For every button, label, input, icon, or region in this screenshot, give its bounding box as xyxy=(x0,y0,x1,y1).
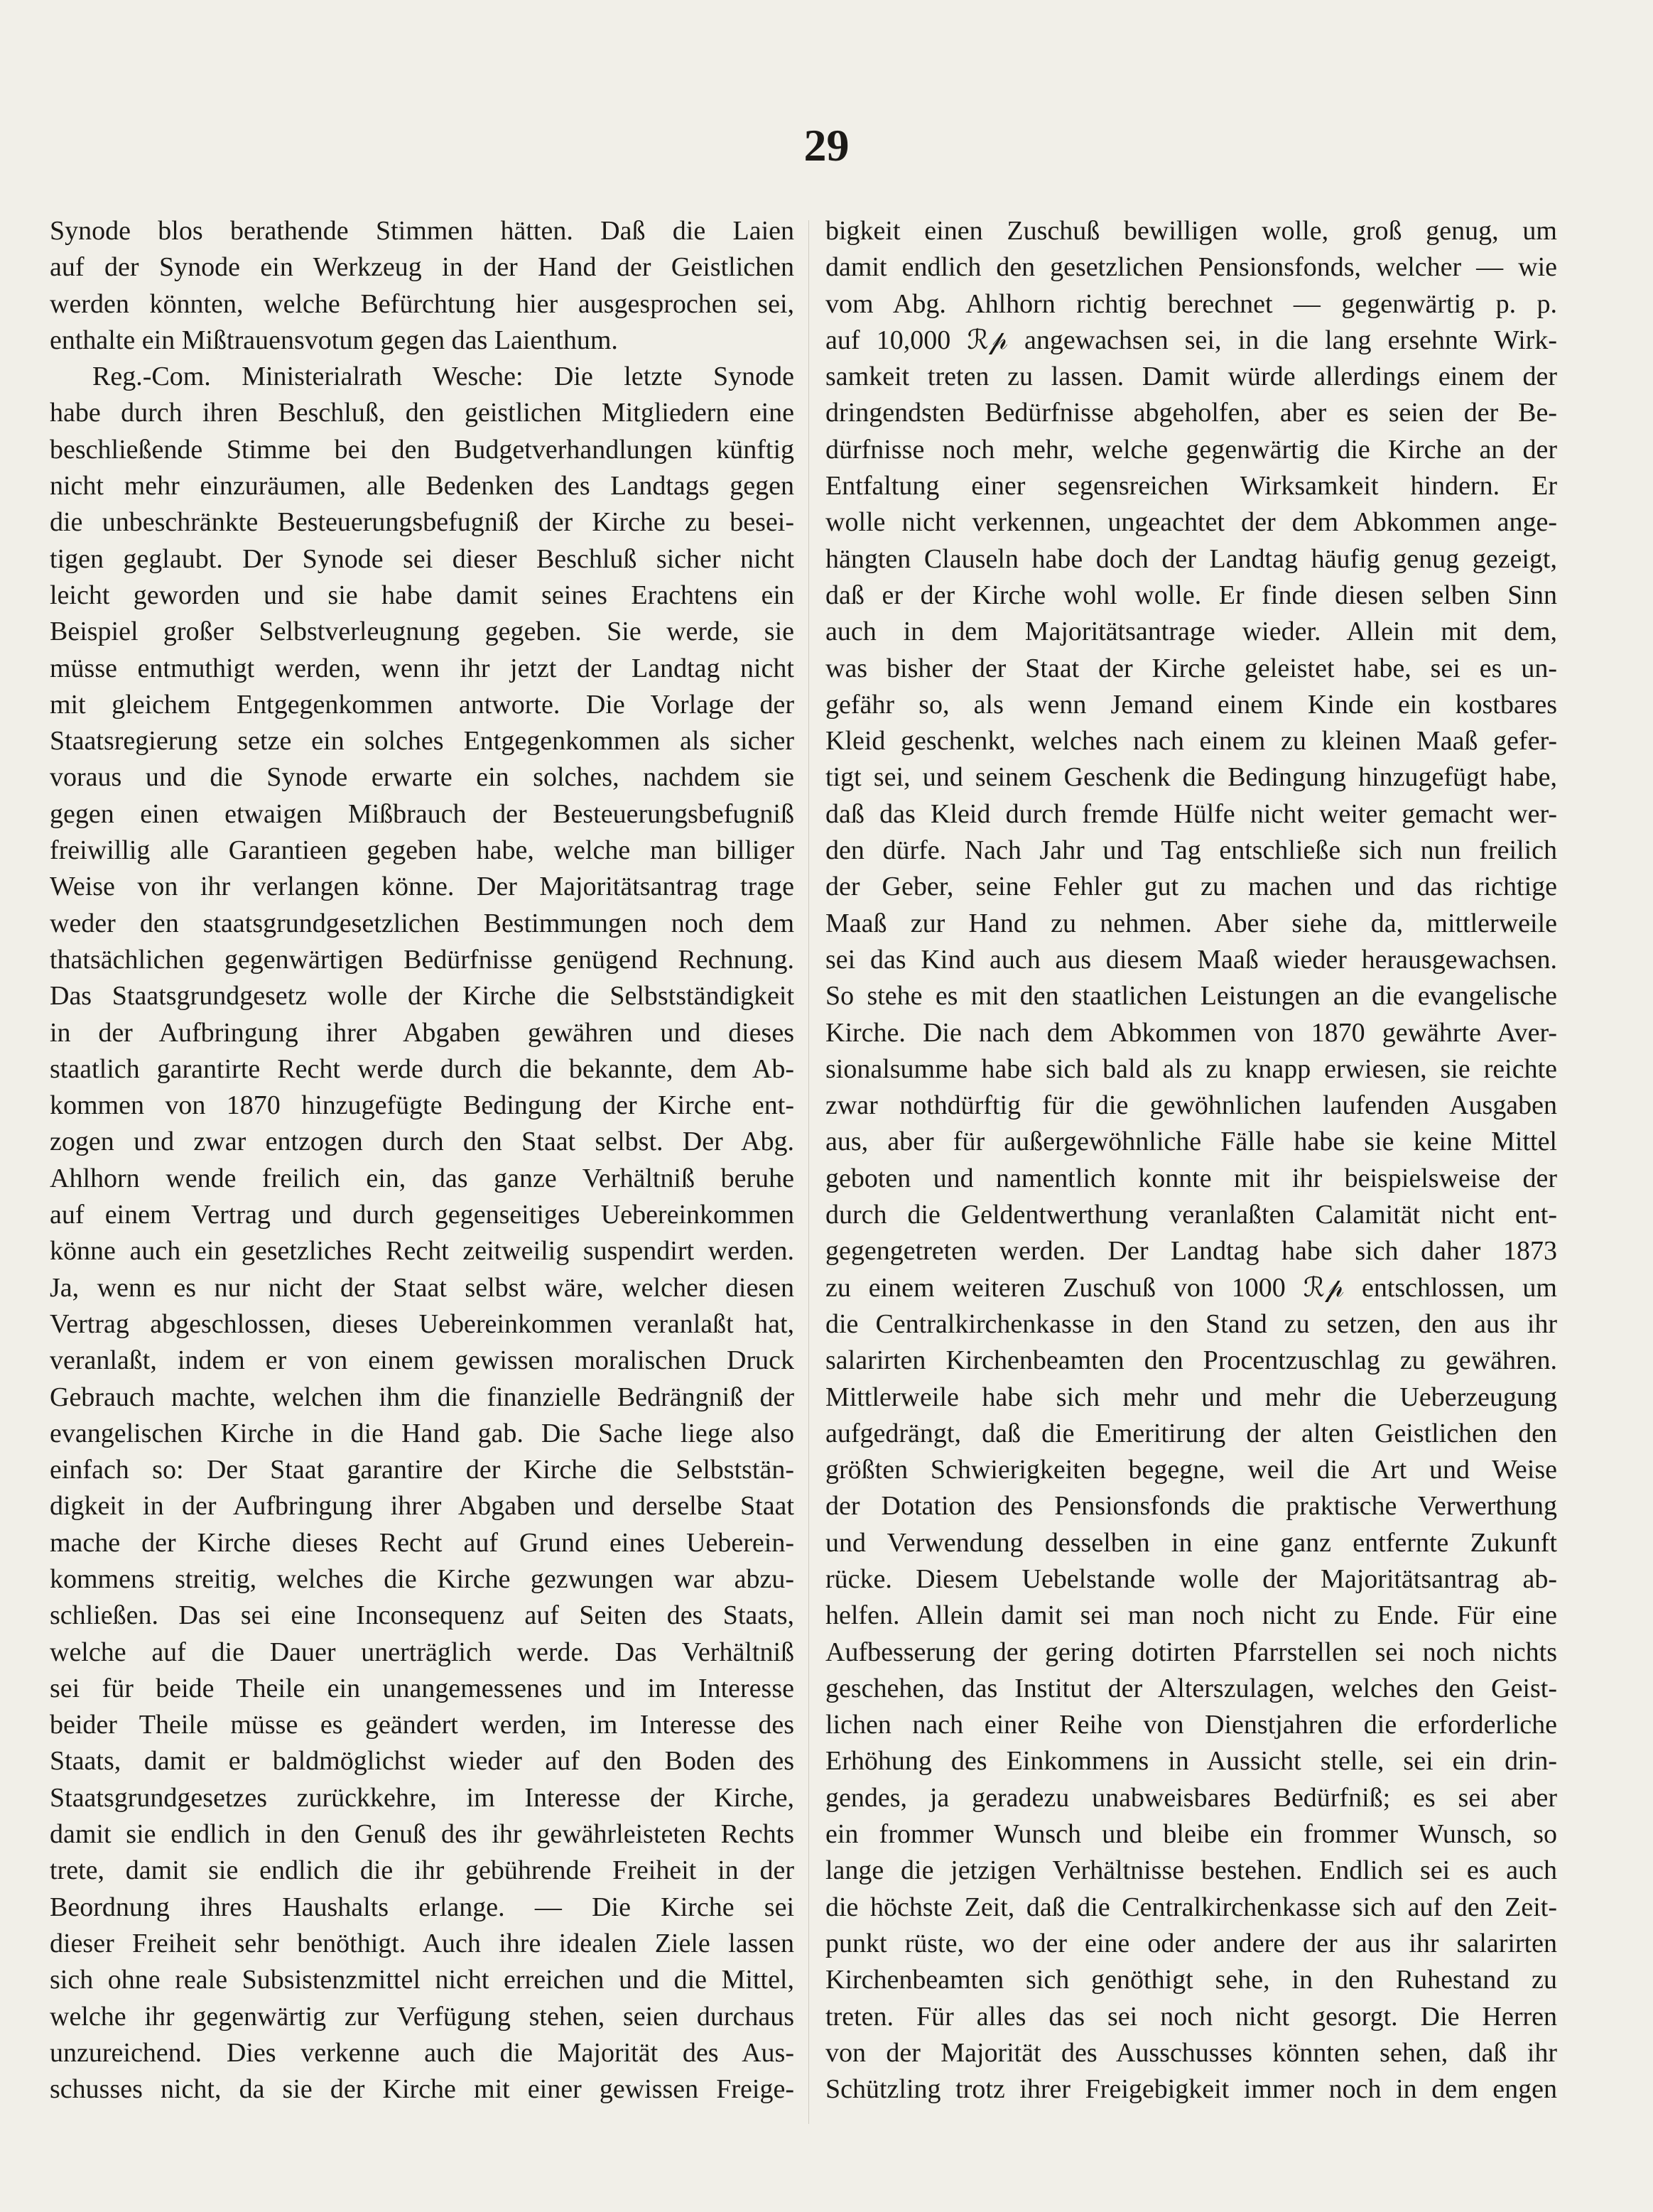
text-line: Schützling trotz ihrer Freigebigkeit immer noch in dem engen xyxy=(825,2074,1557,2105)
text-line: müsse entmuthigt werden, wenn ihr jetzt der Landtag nicht xyxy=(50,653,794,683)
text-line: von der Majorität des Ausschusses könnten sehen, daß ihr xyxy=(825,2037,1557,2068)
text-line: staatlich garantirte Recht werde durch die bekannte, dem Ab- xyxy=(50,1053,794,1084)
text-line: damit sie endlich in den Genuß des ihr gewährleisteten Rechts xyxy=(50,1819,794,1850)
text-line: dürfnisse noch mehr, welche gegenwärtig die Kirche an der xyxy=(825,434,1557,465)
text-line: trete, damit sie endlich die ihr gebührende Freiheit in der xyxy=(50,1855,794,1886)
text-line: kommen von 1870 hinzugefügte Bedingung der Kirche ent- xyxy=(50,1090,794,1121)
text-line: habe durch ihren Beschluß, den geistlichen Mitgliedern eine xyxy=(50,398,794,428)
text-line: Kirchenbeamten sich genöthigt sehe, in den Ruhestand zu xyxy=(825,1965,1557,1995)
text-line: Aufbesserung der gering dotirten Pfarrstellen sei noch nichts xyxy=(825,1637,1557,1667)
text-line: dieser Freiheit sehr benöthigt. Auch ihre idealen Ziele lassen xyxy=(50,1928,794,1958)
text-line: Staatsregierung setze ein solches Entgegenkommen als sicher xyxy=(50,726,794,757)
text-line: aufgedrängt, daß die Emeritirung der alten Geistlichen den xyxy=(825,1418,1557,1448)
text-line: könne auch ein gesetzliches Recht zeitweilig suspendirt werden. xyxy=(50,1236,794,1267)
text-line: die unbeschränkte Besteuerungsbefugniß der Kirche zu besei- xyxy=(50,507,794,538)
text-line: geschehen, das Institut der Alterszulagen, welches den Geist- xyxy=(825,1673,1557,1703)
text-line: mache der Kirche dieses Recht auf Grund eines Ueberein- xyxy=(50,1527,794,1558)
text-line: treten. Für alles das sei noch nicht gesorgt. Die Herren xyxy=(825,2001,1557,2032)
text-line: zwar nothdürftig für die gewöhnlichen laufenden Ausgaben xyxy=(825,1090,1557,1121)
text-line: tigt sei, und seinem Geschenk die Bedingung hinzugefügt habe, xyxy=(825,762,1557,793)
text-line: Synode blos berathende Stimmen hätten. Daß die Laien xyxy=(50,216,794,246)
text-line: Reg.-Com. Ministerialrath Wesche: Die letzte Synode xyxy=(92,362,794,392)
text-line: der Dotation des Pensionsfonds die praktische Verwerthung xyxy=(825,1491,1557,1522)
text-line: größten Schwierigkeiten begegne, weil die Art und Weise xyxy=(825,1455,1557,1485)
text-line: mit gleichem Entgegenkommen antworte. Die Vorlage der xyxy=(50,689,794,720)
text-line: sei für beide Theile ein unangemessenes und im Interesse xyxy=(50,1673,794,1703)
text-line: tigen geglaubt. Der Synode sei dieser Beschluß sicher nicht xyxy=(50,543,794,574)
text-line: was bisher der Staat der Kirche geleistet habe, sei es un- xyxy=(825,653,1557,683)
text-line: die Centralkirchenkasse in den Stand zu setzen, den aus ihr xyxy=(825,1308,1557,1339)
text-line: damit endlich den gesetzlichen Pensionsfonds, welcher — wie xyxy=(825,252,1557,283)
text-line: aus, aber für außergewöhnliche Fälle habe sie keine Mittel xyxy=(825,1127,1557,1157)
text-line: kommens streitig, welches die Kirche gezwungen war abzu- xyxy=(50,1563,794,1594)
text-line: hängten Clauseln habe doch der Landtag häufig genug gezeigt, xyxy=(825,543,1557,574)
text-line: wolle nicht verkennen, ungeachtet der dem Abkommen ange- xyxy=(825,507,1557,538)
text-line: gendes, ja geradezu unabweisbares Bedürfniß; es sei aber xyxy=(825,1782,1557,1813)
text-line: den dürfe. Nach Jahr und Tag entschließe sich nun freilich xyxy=(825,835,1557,866)
text-line: Maaß zur Hand zu nehmen. Aber siehe da, mittlerweile xyxy=(825,908,1557,938)
text-line: leicht geworden und sie habe damit seines Erachtens ein xyxy=(50,580,794,610)
text-line: welche ihr gegenwärtig zur Verfügung stehen, seien durchaus xyxy=(50,2001,794,2032)
text-line: enthalte ein Mißtrauensvotum gegen das Laienthum. xyxy=(50,325,618,355)
text-line: nicht mehr einzuräumen, alle Bedenken des Landtags gegen xyxy=(50,471,794,502)
text-line: werden könnten, welche Befürchtung hier ausgesprochen sei, xyxy=(50,288,794,319)
text-line: sionalsumme habe sich bald als zu knapp erwiesen, sie reichte xyxy=(825,1053,1557,1084)
text-line: So stehe es mit den staatlichen Leistungen an die evangelische xyxy=(825,981,1557,1012)
text-line: zogen und zwar entzogen durch den Staat selbst. Der Abg. xyxy=(50,1127,794,1157)
text-line: unzureichend. Dies verkenne auch die Majorität des Aus- xyxy=(50,2037,794,2068)
text-line: durch die Geldentwerthung veranlaßten Calamität nicht ent- xyxy=(825,1200,1557,1230)
text-line: sich ohne reale Subsistenzmittel nicht erreichen und die Mittel, xyxy=(50,1965,794,1995)
page-number: 29 xyxy=(803,120,850,170)
text-line: Ja, wenn es nur nicht der Staat selbst wäre, welcher diesen xyxy=(50,1272,794,1303)
text-line: voraus und die Synode erwarte ein solches, nachdem sie xyxy=(50,762,794,793)
text-line: auf 10,000 ℛ𝓅 angewachsen sei, in die lang ersehnte Wirk- xyxy=(825,325,1557,355)
text-line: Beordnung ihres Haushalts erlange. — Die Kirche sei xyxy=(50,1892,794,1922)
text-line: auch in dem Majoritätsantrage wieder. Allein mit dem, xyxy=(825,617,1557,647)
text-line: rücke. Diesem Uebelstande wolle der Majoritätsantrag ab- xyxy=(825,1563,1557,1594)
text-line: daß er der Kirche wohl wolle. Er finde diesen selben Sinn xyxy=(825,580,1557,610)
text-line: gegengetreten werden. Der Landtag habe sich daher 1873 xyxy=(825,1236,1557,1267)
text-line: gefähr so, als wenn Jemand einem Kinde ein kostbares xyxy=(825,689,1557,720)
text-line: beider Theile müsse es geändert werden, im Interesse des xyxy=(50,1710,794,1740)
text-line: Beispiel großer Selbstverleugnung gegeben. Sie werde, sie xyxy=(50,617,794,647)
text-line: thatsächlichen gegenwärtigen Bedürfnisse genügend Rechnung. xyxy=(50,944,794,975)
text-line: punkt rüste, wo der eine oder andere der aus ihr salarirten xyxy=(825,1928,1557,1958)
text-line: salarirten Kirchenbeamten den Procentzuschlag zu gewähren. xyxy=(825,1345,1557,1376)
text-line: die höchste Zeit, daß die Centralkirchenkasse sich auf den Zeit- xyxy=(825,1892,1557,1922)
left-text-column xyxy=(50,213,794,2108)
text-line: daß das Kleid durch fremde Hülfe nicht weiter gemacht wer- xyxy=(825,798,1557,829)
text-line: Mittlerweile habe sich mehr und mehr die Ueberzeugung xyxy=(825,1382,1557,1412)
text-line: und Verwendung desselben in eine ganz entfernte Zukunft xyxy=(825,1527,1557,1558)
text-line: weder den staatsgrundgesetzlichen Bestimmungen noch dem xyxy=(50,908,794,938)
text-line: Kirche. Die nach dem Abkommen von 1870 gewährte Aver- xyxy=(825,1017,1557,1048)
text-line: Vertrag abgeschlossen, dieses Uebereinkommen veranlaßt hat, xyxy=(50,1308,794,1339)
text-line: ein frommer Wunsch und bleibe ein frommer Wunsch, so xyxy=(825,1819,1557,1850)
text-line: Gebrauch machte, welchen ihm die finanzielle Bedrängniß der xyxy=(50,1382,794,1412)
text-line: lichen nach einer Reihe von Dienstjahren die erforderliche xyxy=(825,1710,1557,1740)
text-line: in der Aufbringung ihrer Abgaben gewähren und dieses xyxy=(50,1017,794,1048)
text-line: bigkeit einen Zuschuß bewilligen wolle, groß genug, um xyxy=(825,216,1557,246)
text-line: schusses nicht, da sie der Kirche mit einer gewissen Freige- xyxy=(50,2074,794,2105)
text-line: Ahlhorn wende freilich ein, das ganze Verhältniß beruhe xyxy=(50,1163,794,1193)
text-line: der Geber, seine Fehler gut zu machen und das richtige xyxy=(825,872,1557,902)
text-line: auf einem Vertrag und durch gegenseitiges Uebereinkommen xyxy=(50,1200,794,1230)
text-line: dringendsten Bedürfnisse abgeholfen, aber es seien der Be- xyxy=(825,398,1557,428)
text-line: auf der Synode ein Werkzeug in der Hand der Geistlichen xyxy=(50,252,794,283)
text-line: beschließende Stimme bei den Budgetverhandlungen künftig xyxy=(50,434,794,465)
right-text-column xyxy=(825,213,1557,2108)
text-line: Weise von ihr verlangen könne. Der Majoritätsantrag trage xyxy=(50,872,794,902)
text-line: schließen. Das sei eine Inconsequenz auf Seiten des Staats, xyxy=(50,1600,794,1631)
text-line: vom Abg. Ahlhorn richtig berechnet — gegenwärtig p. p. xyxy=(825,288,1557,319)
text-line: Erhöhung des Einkommens in Aussicht stelle, sei ein drin- xyxy=(825,1746,1557,1777)
text-line: evangelischen Kirche in die Hand gab. Die Sache liege also xyxy=(50,1418,794,1448)
text-line: helfen. Allein damit sei man noch nicht zu Ende. Für eine xyxy=(825,1600,1557,1631)
text-line: lange die jetzigen Verhältnisse bestehen. Endlich sei es auch xyxy=(825,1855,1557,1886)
text-line: veranlaßt, indem er von einem gewissen moralischen Druck xyxy=(50,1345,794,1376)
text-line: geboten und namentlich konnte mit ihr beispielsweise der xyxy=(825,1163,1557,1193)
text-line: Entfaltung einer segensreichen Wirksamkeit hindern. Er xyxy=(825,471,1557,502)
text-line: Staatsgrundgesetzes zurückkehre, im Interesse der Kirche, xyxy=(50,1782,794,1813)
text-line: Staats, damit er baldmöglichst wieder auf den Boden des xyxy=(50,1746,794,1777)
text-line: gegen einen etwaigen Mißbrauch der Besteuerungsbefugniß xyxy=(50,798,794,829)
text-line: sei das Kind auch aus diesem Maaß wieder herausgewachsen. xyxy=(825,944,1557,975)
text-line: freiwillig alle Garantieen gegeben habe, welche man billiger xyxy=(50,835,794,866)
text-line: einfach so: Der Staat garantire der Kirche die Selbststän- xyxy=(50,1455,794,1485)
text-line: samkeit treten zu lassen. Damit würde allerdings einem der xyxy=(825,362,1557,392)
text-line: Kleid geschenkt, welches nach einem zu kleinen Maaß gefer- xyxy=(825,726,1557,757)
text-line: digkeit in der Aufbringung ihrer Abgaben und derselbe Staat xyxy=(50,1491,794,1522)
text-line: Das Staatsgrundgesetz wolle der Kirche die Selbstständigkeit xyxy=(50,981,794,1012)
text-line: zu einem weiteren Zuschuß von 1000 ℛ𝓅 entschlossen, um xyxy=(825,1272,1557,1303)
text-line: welche auf die Dauer unerträglich werde. Das Verhältniß xyxy=(50,1637,794,1667)
column-divider xyxy=(808,220,809,2124)
